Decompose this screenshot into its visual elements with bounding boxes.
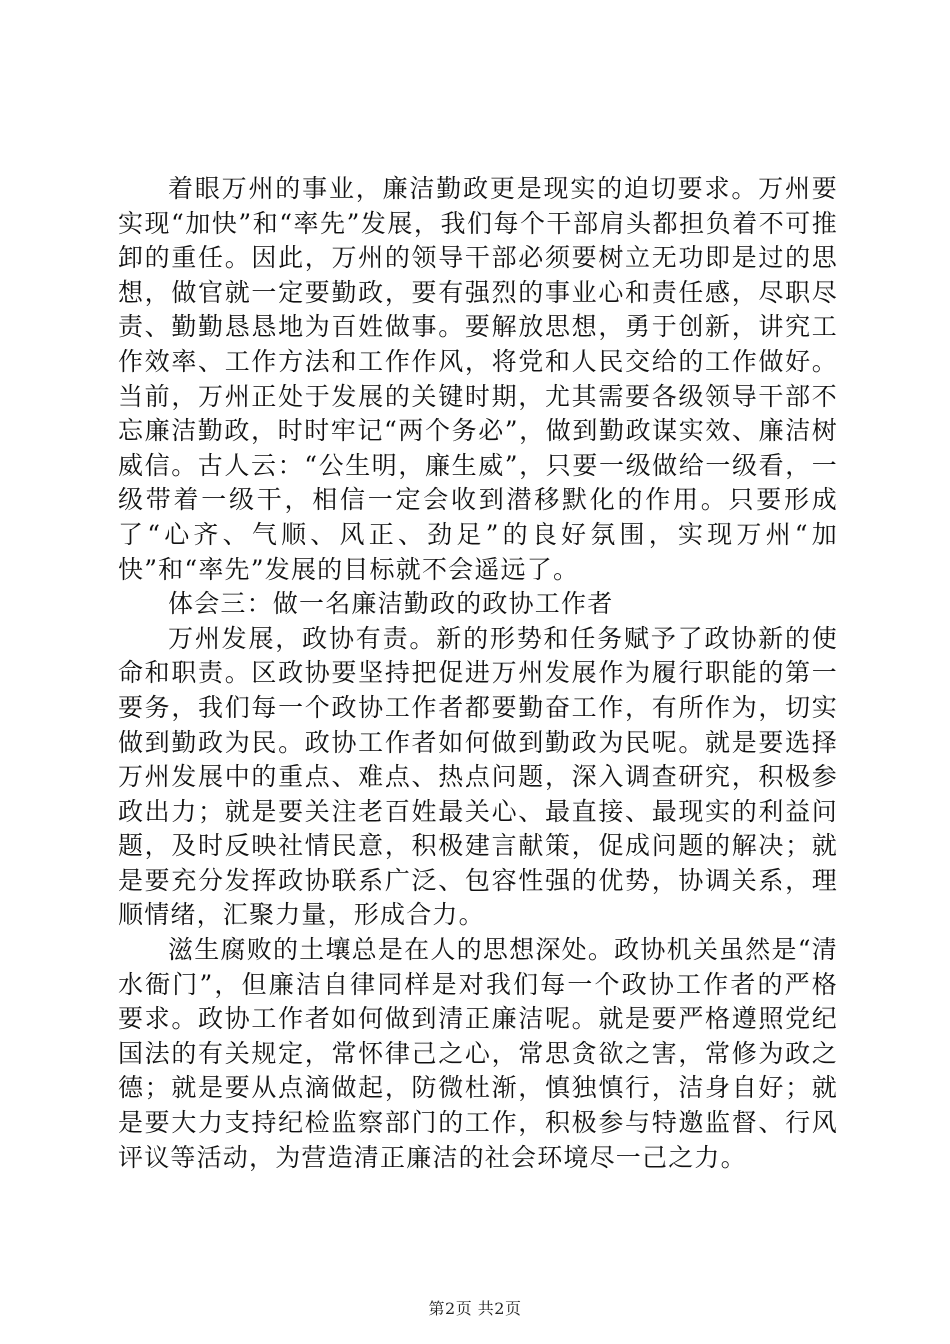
page-footer: 第2页 共2页 <box>428 1299 522 1318</box>
paragraph-2: 万州发展，政协有责。新的形势和任务赋予了政协新的使命和职责。区政协要坚持把促进万州发展作为履行职能的第一要务，我们每一个政协工作者都要勤奋工作，有所作为，切实做到勤政为民。政协工作者如何做到勤政为民呢。就是要选择万州发展中的重点、难点、热点问题，深入调查研究，积极参政出力；就是要关注老百姓最关心、最直接、最现实的利益问题，及时反映社情民意，积极建言献策，促成问题的解决；就是要充分发挥政协联系广泛、包容性强的优势，协调关系，理顺情绪，汇聚力量，形成合力。 <box>118 623 838 930</box>
document-body <box>118 172 838 1175</box>
paragraph-3: 滋生腐败的土壤总是在人的思想深处。政协机关虽然是“清水衙门”，但廉洁自律同样是对我们每一个政协工作者的严格要求。政协工作者如何做到清正廉洁呢。就是要严格遵照党纪国法的有关规定，常怀律己之心，常思贪欲之害，常修为政之德；就是要从点滴做起，防微杜渐，慎独慎行，洁身自好；就是要大力支持纪检监察部门的工作，积极参与特邀监督、行风评议等活动，为营造清正廉洁的社会环境尽一己之力。 <box>118 935 838 1172</box>
paragraph-1: 着眼万州的事业，廉洁勤政更是现实的迫切要求。万州要实现“加快”和“率先”发展，我们每个干部肩头都担负着不可推卸的重任。因此，万州的领导干部必须要树立无功即是过的思想，做官就一定要勤政，要有强烈的事业心和责任感，尽职尽责、勤勤恳恳地为百姓做事。要解放思想，勇于创新，讲究工作效率、工作方法和工作作风，将党和人民交给的工作做好。当前，万州正处于发展的关键时期，尤其需要各级领导干部不忘廉洁勤政，时时牢记“两个务必”，做到勤政谋实效、廉洁树威信。古人云：“公生明，廉生威”，只要一级做给一级看，一级带着一级干，相信一定会收到潜移默化的作用。只要形成了“心齐、气顺、风正、劲足”的良好氛围，实现万州“加快”和“率先”发展的目标就不会遥远了。 <box>118 174 838 584</box>
section-heading: 体会三：做一名廉洁勤政的政协工作者 <box>168 589 614 619</box>
